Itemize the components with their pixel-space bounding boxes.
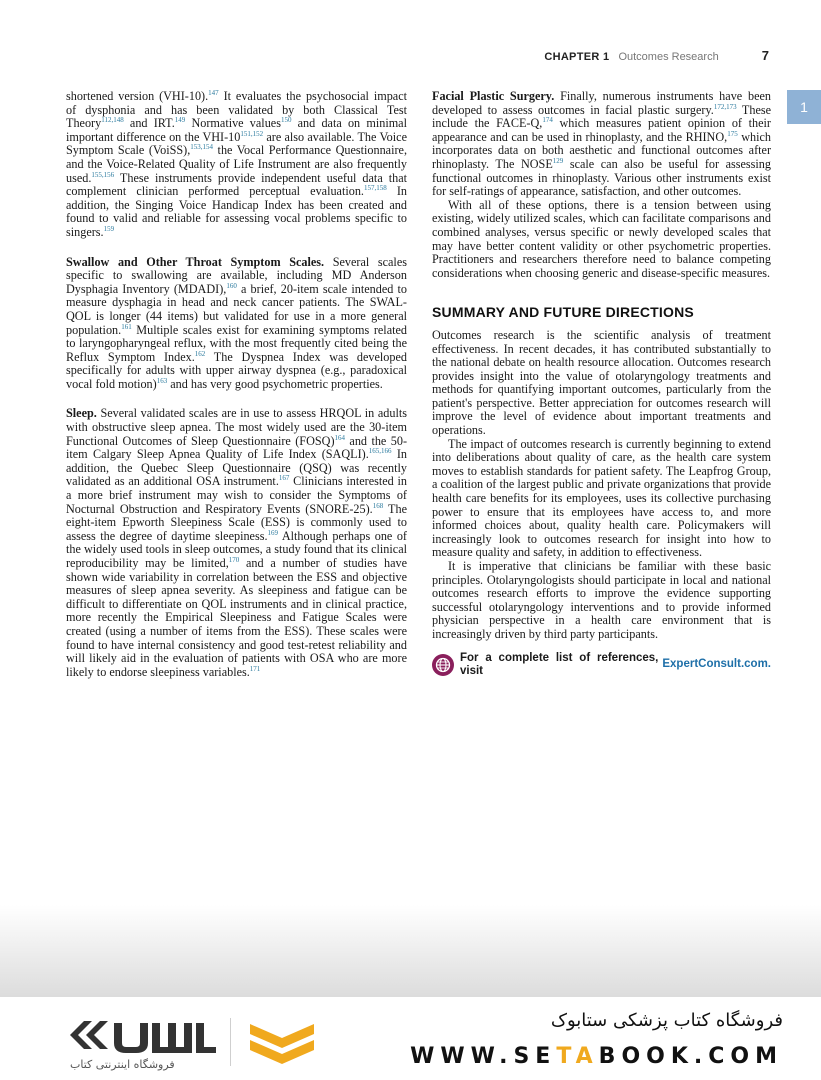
paragraph-summary-1: Outcomes research is the scientific analysis of treatment effectiveness. In recent decades, it has contributed substantially to the national debate on health resource allocation. Outcomes research provides insight into the value of otolaryngology treatments and methods for quantifying important outcomes, particularly from the patient's perspective. Better appreciation for outcomes research will improve the level of evidence about important treatments and operations. [432, 327, 771, 438]
paragraph-sleep: Sleep. Several validated scales are in use to assess HRQOL in adults with obstructive sleep apnea. The most widely used are the 30-item Functional Outcomes of Sleep Questionnaire (FOSQ)$^{164}$ and the 50-item Calgary Sleep Apnea Quality of Life Index (SAQLI).$^{165,166}$ In addition, the Quebec Sleep Questionnaire (QSQ) was recently validated as an additional OSA instrument.$^{167}$ Clinicians interested in a more brief instrument may wish to consider the Symptoms of Nocturnal Obstruction and Respiratory Events (SNORE-25).$^{168}$ The eight-item Epworth Sleepiness Scale (ESS) is commonly used to assess the degree of daytime sleepiness.$^{169}$ Although perhaps one of the widely used tools in sleep outcomes, a study found that its clinical reproducibility may be limited,$^{170}$ and a number of studies have shown wide variability in correlation between the ESS and objective measures of sleep apnea severity. As sleepiness and fatigue can be difficult to differentiate on QOL instruments and in clinical practice, more recently the Empirical Sleepiness and Fatigue Scales were created (using a number of items from the ESS). These scales were found to have internal consistency and good test-retest reliability and will likely aid in the evaluation of patients with OSA who are more likely to endorse sleepiness variables.$^{171}$ [66, 406, 408, 679]
store-title: فروشگاه کتاب پزشکی ستابوک [550, 1010, 783, 1031]
paragraph-summary-3: It is imperative that clinicians be familiar with these basic principles. Otolaryngologists should participate in local and national outcomes research efforts to improve the evidence supporting successful otolaryngology interventions and to provide informed physician perspective in a health care environment that is increasingly driven by third party participants. [432, 559, 771, 641]
page-bottom-shadow [0, 905, 821, 997]
paragraph-swallow: Swallow and Other Throat Symptom Scales. Several scales specific to swallowing are available, including MD Anderson Dysphagia Inventory (MDADI),$^{160}$ a brief, 20-item scale intended to measure dysphagia in head and neck cancer patients. The SWAL-QOL is longer (44 items) but validated for use in a more general population.$^{161}$ Multiple scales exist for examining symptoms related to laryngopharyngeal reflux, with the most frequently cited being the Reflux Symptom Index.$^{162}$ The Dyspnea Index was developed specifically for adults with upper airway dyspnea (e.g., paradoxical vocal fold motion)$^{163}$ and has very good psychometric properties. [66, 254, 407, 391]
page-number: 7 [761, 48, 769, 63]
setabook-chevron-icon [246, 1020, 318, 1070]
paragraph-summary-2: The impact of outcomes research is currently beginning to extend into deliberations about quality of care, as the health care system moves to establish standards for patient safety. The Leapfrog Group, a coalition of the largest public and private organizations that provide health care benefits for its employees, uses its collective purchasing power to ensure that its employees have access to, and more informed choices about, quality health care. Policymakers will increasingly look to outcomes research for insight into how to measure quality and safety, in addition to effectiveness. [432, 436, 771, 560]
setabook-logo-icon [66, 1015, 226, 1055]
paragraph-facial-plastic: Facial Plastic Surgery. Finally, numerous instruments have been developed to assess outcomes in facial plastic surgery.$^{172,173}$ These include the FACE-Q,$^{174}$ which measures patient opinion of their appearance and can be used in rhinoplasty, and the RHINO,$^{175}$ which incorporates data on both aesthetic and functional outcomes after rhinoplasty. The NOSE$^{129}$ scale can also be useful for assessing functional outcomes in rhinoplasty. Various other instruments exist for self-ratings of appearance, satisfaction, and other outcomes. [432, 89, 772, 199]
right-column [432, 90, 771, 679]
run-in-heading: Sleep. [66, 406, 97, 421]
globe-icon [432, 654, 454, 676]
references-text: For a complete list of references, visit [460, 651, 659, 678]
run-in-heading: Swallow and Other Throat Symptom Scales. [66, 254, 325, 269]
url-accent: OOK.COM [621, 1044, 783, 1069]
paragraph-voice: shortened version (VHI-10).$^{147}$ It evaluates the psychosocial impact of dysphonia and has been validated by both Classical Test Theory$^{112,148}$ and IRT.$^{149}$ Normative values$^{150}$ and data on minimal important difference on the VHI-10$^{151,152}$ are also available. The Voice Symptom Scale (VoiSS),$^{153,154}$ the Vocal Performance Questionnaire, and the Voice-Related Quality of Life Instrument are also frequently used.$^{155,156}$ These instruments provide independent useful data that complement clinician performed perceptual evaluation.$^{157,158}$ In addition, the Singing Voice Handicap Index has been created and found to valid and reliable for assessing vocal problems specific to singers.$^{159}$ [66, 88, 408, 239]
chapter-tab: 1 [787, 90, 821, 124]
running-header [544, 48, 769, 63]
chapter-label: CHAPTER 1 [544, 51, 610, 63]
left-column [66, 90, 407, 679]
brand-subtitle: فروشگاه اینترنتی کتاب [70, 1058, 175, 1071]
run-in-heading: Facial Plastic Surgery. [432, 89, 555, 103]
section-heading: SUMMARY AND FUTURE DIRECTIONS [432, 304, 694, 321]
paragraph-tension: With all of these options, there is a tension between using existing, widely utilized scales, which can facilitate comparisons and combined analyses, versus specific or newly developed scales that may have better content validity or other psychometric properties. Practitioners and researchers therefore need to balance competing considerations when choosing generic and disease-specific measures. [432, 197, 771, 280]
references-note [432, 652, 771, 679]
store-url[interactable]: WWW.SETABOOK.COM [410, 1044, 783, 1069]
expertconsult-link[interactable]: ExpertConsult.com. [662, 658, 771, 671]
footer-divider [230, 1018, 231, 1066]
section-title: Outcomes Research [618, 51, 719, 63]
